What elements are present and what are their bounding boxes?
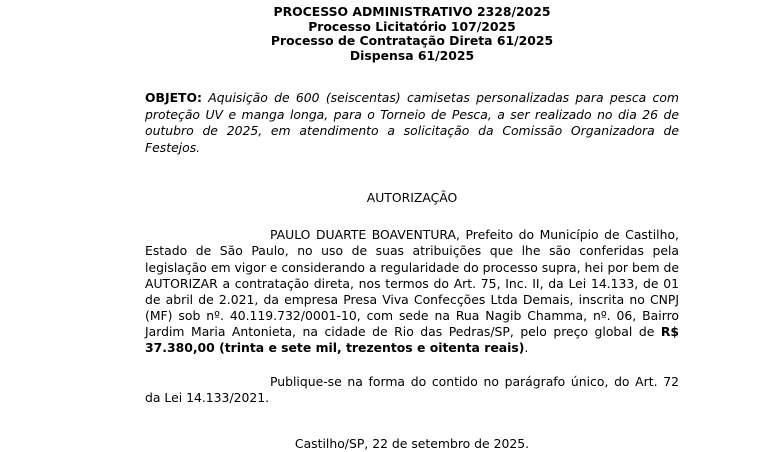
authorization-paragraph <box>145 227 679 356</box>
document-page <box>145 0 679 452</box>
authorization-text: PAULO DUARTE BOAVENTURA, Prefeito do Município de Castilho, Estado de São Paulo, no uso de suas atribuições que lhe são conferidas pela legislação em vigor e considerando a regularidade do processo supra, hei por bem de AUTORIZAR a contratação direta, nos termos do Art. 75, Inc. II, da Lei 14.133, de 01 de abril de 2.021, da empresa Presa Viva Confecções Ltda Demais, inscrita no CNPJ (MF) sob nº. 40.119.732/0001-10, com sede na Rua Nagib Chamma, nº. 06, Bairro Jardim Maria Antonieta, na cidade de Rio das Pedras/SP, pelo preço global de <box>145 227 679 339</box>
dispensa-title: Dispensa 61/2025 <box>349 47 475 63</box>
objeto-text: Aquisição de 600 (seiscentas) camisetas personalizadas para pesca com proteção UV e manga longa, para o Torneio de Pesca, a ser realizado no dia 26 de outubro de 2025, em atendimento a solicitação da Comissão Organizadora de Festejos. <box>145 90 679 155</box>
process-administrative-title: PROCESSO ADMINISTRATIVO 2328/2025 <box>273 4 551 19</box>
document-header <box>145 5 679 63</box>
autorizacao-heading: AUTORIZAÇÃO <box>366 190 458 206</box>
global-price: R$ 37.380,00 (trinta e sete mil, trezentos e oitenta reais) <box>145 323 679 356</box>
licitatory-process-title: Processo Licitatório 107/2025 <box>308 18 516 34</box>
date-line: Castilho/SP, 22 de setembro de 2025. <box>294 436 530 452</box>
authorization-end: . <box>524 340 529 356</box>
objeto-paragraph <box>145 90 679 156</box>
direct-contract-process-title: Processo de Contratação Direta 61/2025 <box>270 33 554 48</box>
objeto-label: OBJETO: <box>145 90 202 105</box>
publication-paragraph: Publique-se na forma do contido no parágrafo único, do Art. 72 da Lei 14.133/2021. <box>145 374 679 406</box>
